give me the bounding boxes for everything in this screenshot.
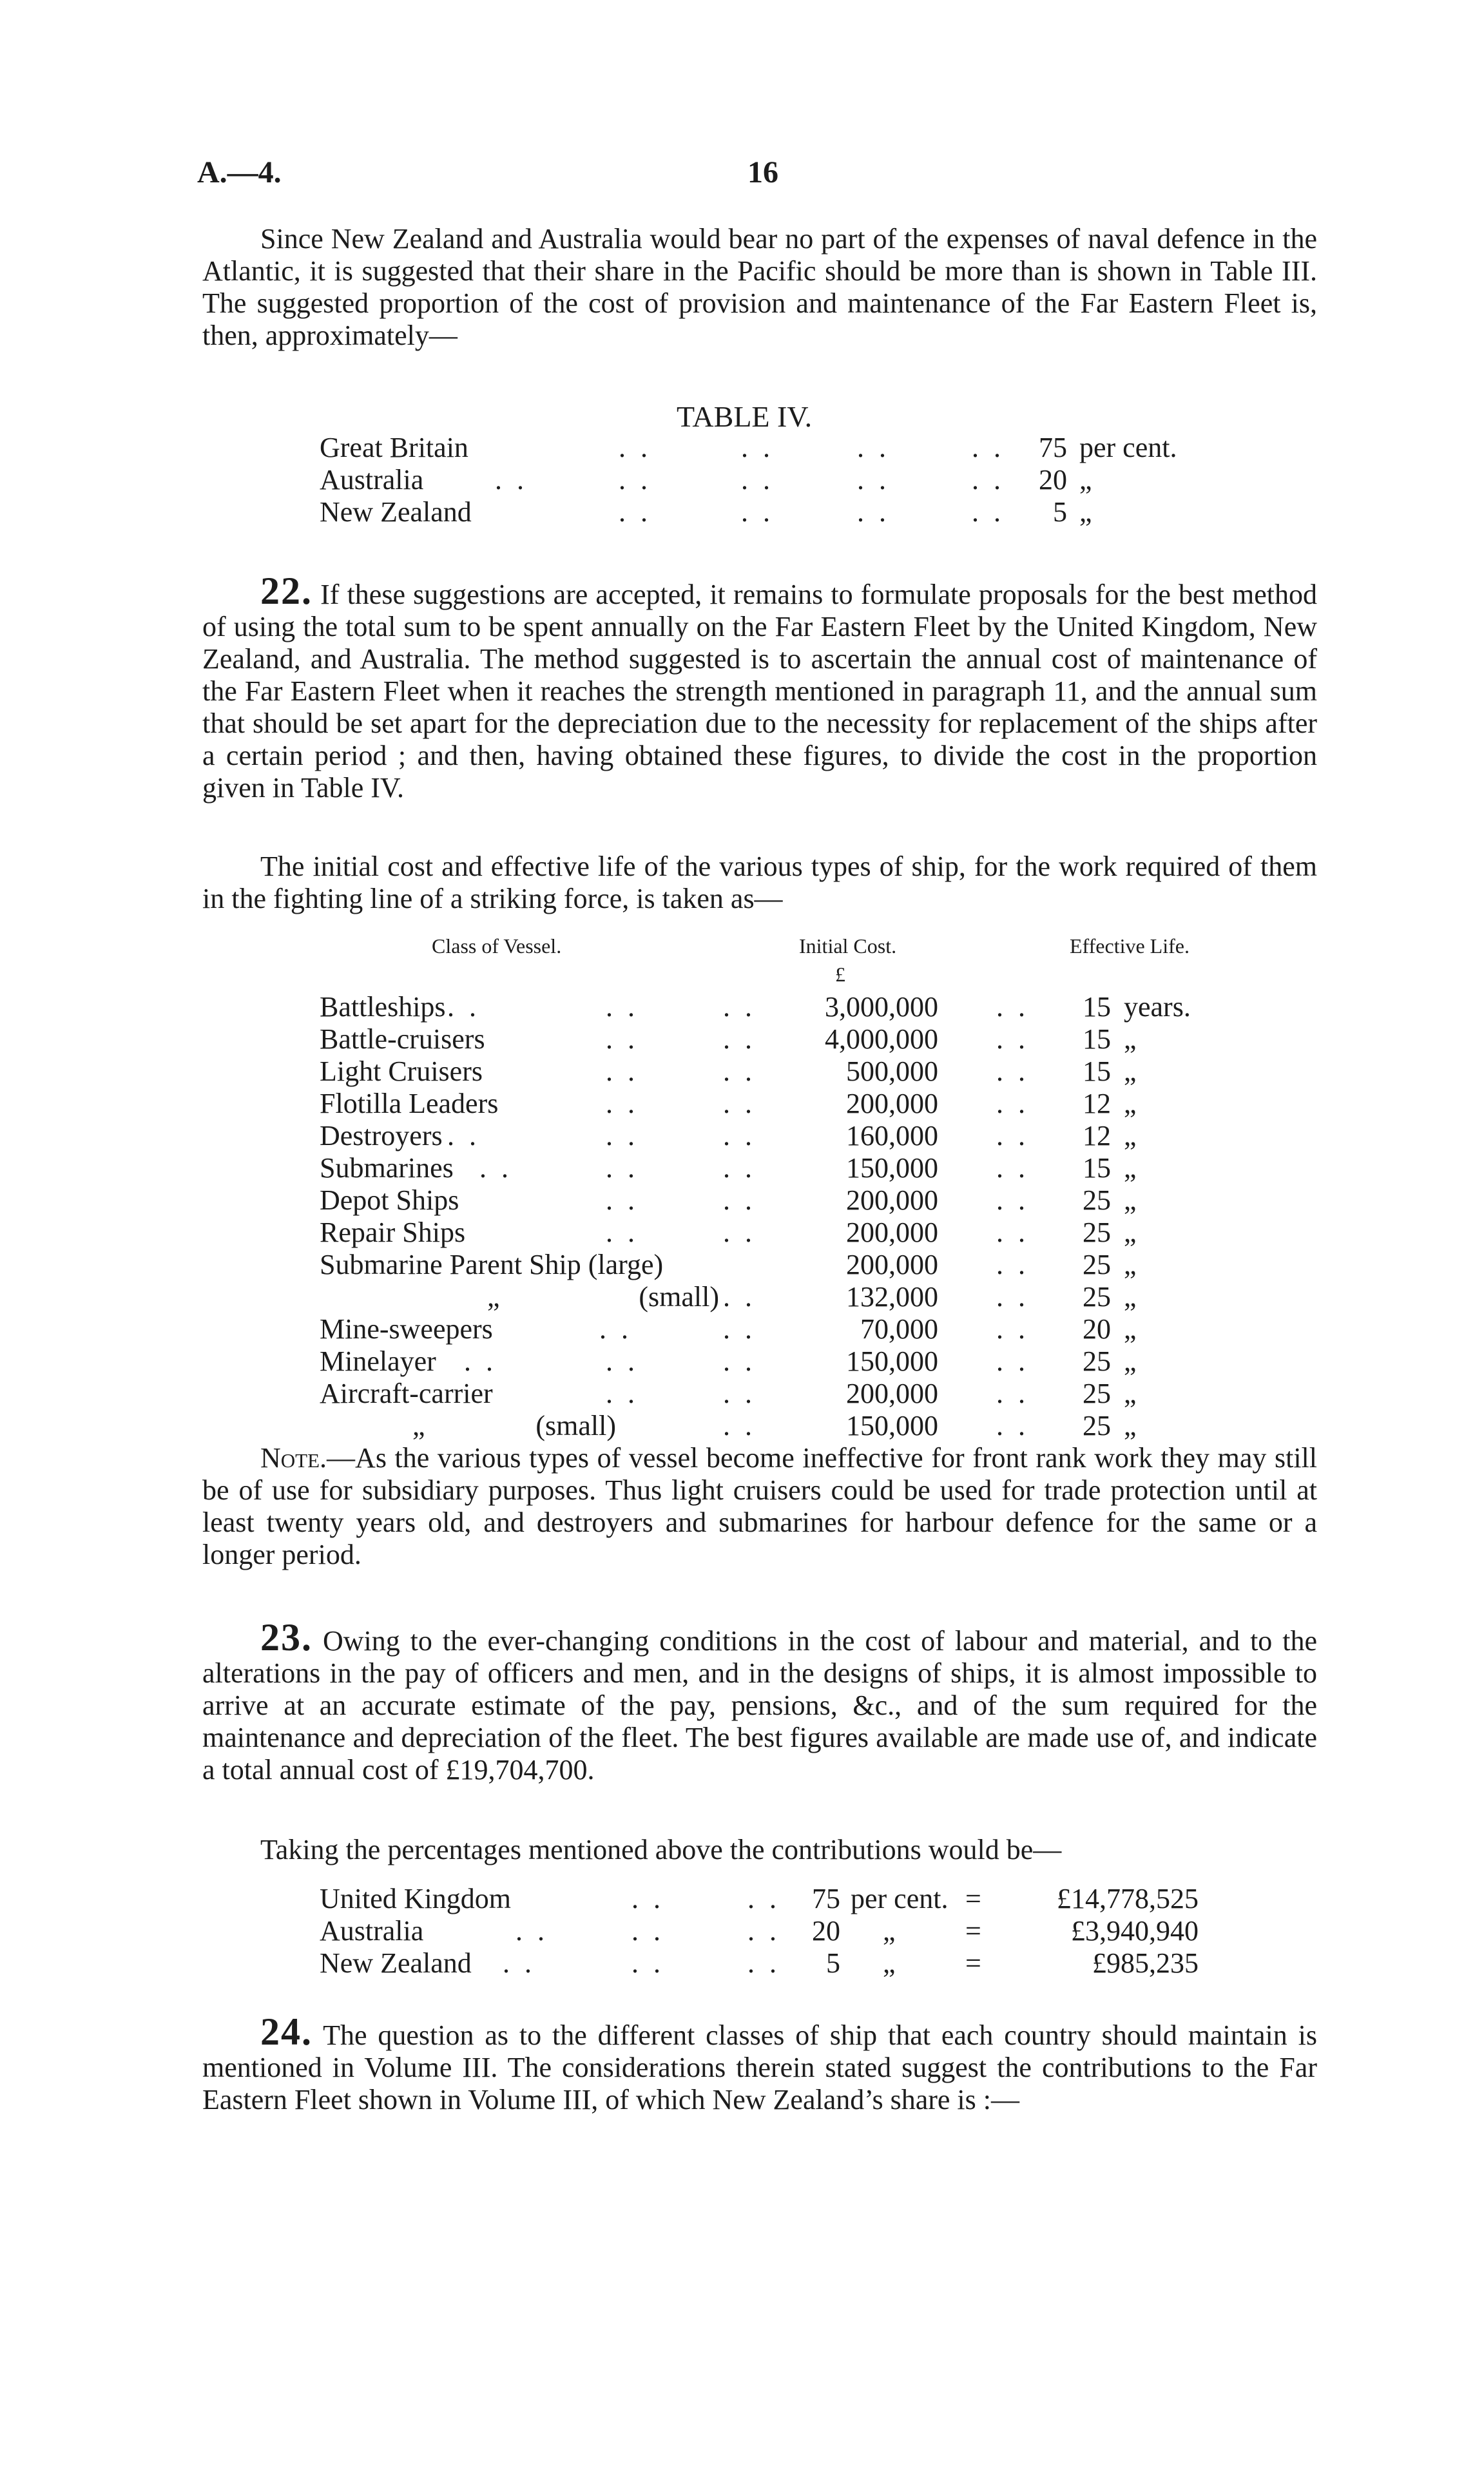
contribution-amount: £3,940,940 — [1071, 1915, 1199, 1947]
table-row — [0, 1281, 1484, 1313]
effective-life: 12 — [1083, 1120, 1111, 1151]
initial-cost: 500,000 — [846, 1055, 938, 1087]
leader-dots: . . — [447, 1120, 480, 1151]
leader-dots: . . — [747, 1947, 780, 1979]
vessel-class: Battleships — [320, 991, 446, 1023]
percentage-value: 75 — [1039, 432, 1067, 463]
vessel-class: Depot Ships — [320, 1184, 459, 1216]
table-row — [0, 1947, 1484, 1980]
leader-dots: . . — [495, 464, 528, 496]
effective-life: 25 — [1083, 1217, 1111, 1248]
effective-life: 15 — [1083, 991, 1111, 1023]
leader-dots: . . — [606, 1023, 639, 1055]
effective-life: 25 — [1083, 1378, 1111, 1409]
initial-cost: 70,000 — [860, 1313, 938, 1345]
leader-dots: . . — [606, 1217, 639, 1248]
life-unit: years. — [1124, 991, 1191, 1023]
life-unit: „ — [1124, 1217, 1137, 1248]
note-label: Note. — [260, 1442, 327, 1474]
leader-dots: . . — [723, 1281, 756, 1313]
table-row — [0, 1023, 1484, 1055]
leader-dots: . . — [741, 464, 774, 496]
leader-dots: . . — [631, 1915, 664, 1947]
contributions-intro: Taking the percentages mentioned above the contributions would be— — [260, 1834, 1062, 1865]
table-row — [0, 1915, 1484, 1947]
vessel-class: Repair Ships — [320, 1217, 466, 1248]
leader-dots: . . — [606, 1345, 639, 1377]
effective-life: 15 — [1083, 1152, 1111, 1184]
effective-life: 15 — [1083, 1055, 1111, 1087]
initial-cost: 150,000 — [846, 1345, 938, 1377]
leader-dots: . . — [996, 991, 1029, 1023]
life-unit: „ — [1124, 1378, 1137, 1409]
currency-symbol: £ — [835, 963, 845, 986]
leader-dots: . . — [972, 496, 1005, 528]
leader-dots: . . — [606, 1378, 639, 1409]
class-of-vessel-header: Class of Vessel. — [432, 934, 562, 958]
leader-dots: . . — [631, 1883, 664, 1914]
leader-dots: . . — [606, 1055, 639, 1087]
table-row — [0, 464, 1484, 496]
percentage-unit: „ — [1079, 464, 1092, 496]
leader-dots: . . — [723, 1313, 756, 1345]
effective-life: 25 — [1083, 1249, 1111, 1280]
percentage-value: 75 — [812, 1883, 840, 1914]
leader-dots: . . — [723, 1378, 756, 1409]
initial-cost: 160,000 — [846, 1120, 938, 1151]
percentage-value: 5 — [1053, 496, 1067, 528]
effective-life: 25 — [1083, 1410, 1111, 1441]
initial-cost: 3,000,000 — [825, 991, 938, 1023]
section-text: The question as to the different classes of ship that each country should maintain is mentioned in Volume III. The considerations therein stated suggest the contributions to the Far Eastern Fleet shown in Volume III, of which New Zealand’s share is :— — [202, 2019, 1317, 2115]
section-number: 24. — [260, 2010, 313, 2053]
effective-life: 25 — [1083, 1281, 1111, 1313]
country-label: Australia — [320, 464, 424, 496]
vessel-class: „ (small) — [412, 1410, 616, 1441]
initial-cost: 200,000 — [846, 1217, 938, 1248]
percentage-value: 20 — [812, 1915, 840, 1947]
vessel-class: Mine-sweepers — [320, 1313, 493, 1345]
vessel-class: Destroyers — [320, 1120, 443, 1151]
contribution-amount: £985,235 — [1092, 1947, 1199, 1979]
section-text: If these suggestions are accepted, it remains to formulate proposals for the best method of using the total sum to be spent annually on the Far Eastern Fleet by the United Kingdom, New Zealand, and Australia. The method suggested is to ascertain the annual cost of maintenance of the Far Eastern Fleet when it reaches the strength mentioned in paragraph 11, and the annual sum that should be set apart for the depreciation due to the necessity for replacement of the ships after a certain period ; and then, having obtained these figures, to divide the cost in the proportion given in Table IV. — [202, 579, 1318, 804]
life-unit: „ — [1124, 1120, 1137, 1151]
vessel-class: „ (small) — [487, 1281, 719, 1313]
life-unit: „ — [1124, 1152, 1137, 1184]
initial-cost: 132,000 — [846, 1281, 938, 1313]
life-unit: „ — [1124, 1249, 1137, 1280]
life-unit: „ — [1124, 1345, 1137, 1377]
intro-paragraph: Since New Zealand and Australia would bear no part of the expenses of naval defence in the Atlantic, it is suggested that their share in the Pacific should be more than is shown in Table III. The suggested proportion of the cost of provision and maintenance of the Far Eastern Fleet is, then, approximately— — [202, 223, 1317, 351]
leader-dots: . . — [857, 496, 890, 528]
document-reference: A.—4. — [197, 155, 282, 189]
percentage-value: 5 — [826, 1947, 840, 1979]
percentage-value: 20 — [1039, 464, 1067, 496]
vessel-class: Submarine Parent Ship (large) — [320, 1249, 664, 1280]
leader-dots: . . — [747, 1883, 780, 1914]
percentage-unit: „ — [883, 1947, 896, 1979]
effective-life: 25 — [1083, 1184, 1111, 1216]
leader-dots: . . — [606, 1088, 639, 1119]
leader-dots: . . — [996, 1410, 1029, 1441]
leader-dots: . . — [723, 991, 756, 1023]
life-unit: „ — [1124, 1088, 1137, 1119]
leader-dots: . . — [747, 1915, 780, 1947]
country-label: New Zealand — [320, 496, 472, 528]
leader-dots: . . — [723, 1184, 756, 1216]
vessel-class: Battle-cruisers — [320, 1023, 485, 1055]
table-row — [0, 432, 1484, 464]
leader-dots: . . — [479, 1152, 512, 1184]
table-row — [0, 1345, 1484, 1378]
table-row — [0, 1217, 1484, 1249]
effective-life: 15 — [1083, 1023, 1111, 1055]
table-iv-title: TABLE IV. — [677, 400, 813, 433]
life-unit: „ — [1124, 1055, 1137, 1087]
note-text: —As the various types of vessel become ineffective for front rank work they may still be of use for subsidiary purposes. Thus light cruisers could be used for trade protection until at least twenty years old, and destroyers and submarines for harbour defence for the same or a longer period. — [202, 1442, 1317, 1570]
contribution-amount: £14,778,525 — [1057, 1883, 1199, 1914]
table-row — [0, 1152, 1484, 1184]
life-unit: „ — [1124, 1184, 1137, 1216]
life-unit: „ — [1124, 1410, 1137, 1441]
leader-dots: . . — [606, 991, 639, 1023]
leader-dots: . . — [503, 1947, 535, 1979]
leader-dots: . . — [606, 1120, 639, 1151]
leader-dots: . . — [996, 1120, 1029, 1151]
leader-dots: . . — [723, 1088, 756, 1119]
leader-dots: . . — [619, 432, 651, 463]
leader-dots: . . — [972, 432, 1005, 463]
leader-dots: . . — [723, 1152, 756, 1184]
table-row — [0, 1249, 1484, 1281]
initial-cost: 200,000 — [846, 1088, 938, 1119]
country-label: United Kingdom — [320, 1883, 511, 1914]
effective-life: 20 — [1083, 1313, 1111, 1345]
life-unit: „ — [1124, 1023, 1137, 1055]
leader-dots: . . — [723, 1055, 756, 1087]
section-number: 22. — [260, 570, 313, 612]
leader-dots: . . — [619, 464, 651, 496]
section-23-paragraph — [202, 1616, 1317, 1786]
leader-dots: . . — [996, 1088, 1029, 1119]
table-row — [0, 991, 1484, 1023]
initial-cost: 200,000 — [846, 1378, 938, 1409]
leader-dots: . . — [741, 496, 774, 528]
section-24-paragraph — [202, 2010, 1317, 2116]
vessel-class: Minelayer — [320, 1345, 436, 1377]
initial-cost-header: Initial Cost. — [799, 934, 897, 958]
leader-dots: . . — [619, 496, 651, 528]
table-row — [0, 1120, 1484, 1152]
equals-sign: = — [965, 1915, 981, 1947]
leader-dots: . . — [996, 1055, 1029, 1087]
equals-sign: = — [965, 1883, 981, 1914]
leader-dots: . . — [972, 464, 1005, 496]
initial-cost: 200,000 — [846, 1184, 938, 1216]
initial-cost: 4,000,000 — [825, 1023, 938, 1055]
table-row — [0, 1184, 1484, 1217]
leader-dots: . . — [996, 1345, 1029, 1377]
percentage-unit: per cent. — [1079, 432, 1177, 463]
initial-cost: 200,000 — [846, 1249, 938, 1280]
effective-life-header: Effective Life. — [1070, 934, 1190, 958]
percentage-unit: „ — [883, 1915, 896, 1947]
equals-sign: = — [965, 1947, 981, 1979]
leader-dots: . . — [996, 1249, 1029, 1280]
effective-life: 25 — [1083, 1345, 1111, 1377]
table-row — [0, 1313, 1484, 1345]
leader-dots: . . — [996, 1152, 1029, 1184]
vessel-class: Aircraft-carrier — [320, 1378, 493, 1409]
note-paragraph — [202, 1442, 1317, 1571]
leader-dots: . . — [723, 1217, 756, 1248]
life-unit: „ — [1124, 1281, 1137, 1313]
initial-cost-paragraph: The initial cost and effective life of the various types of ship, for the work required of them in the fighting line of a striking force, is taken as— — [202, 851, 1317, 914]
leader-dots: . . — [599, 1313, 632, 1345]
leader-dots: . . — [723, 1410, 756, 1441]
leader-dots: . . — [723, 1023, 756, 1055]
leader-dots: . . — [996, 1378, 1029, 1409]
percentage-unit: „ — [1079, 496, 1092, 528]
section-number: 23. — [260, 1616, 313, 1659]
effective-life: 12 — [1083, 1088, 1111, 1119]
percentage-unit: per cent. — [851, 1883, 949, 1914]
country-label: Australia — [320, 1915, 424, 1947]
country-label: Great Britain — [320, 432, 468, 463]
table-row — [0, 1055, 1484, 1088]
table-row — [0, 1410, 1484, 1442]
leader-dots: . . — [606, 1184, 639, 1216]
initial-cost: 150,000 — [846, 1410, 938, 1441]
vessel-class: Submarines — [320, 1152, 454, 1184]
leader-dots: . . — [516, 1915, 548, 1947]
vessel-class: Light Cruisers — [320, 1055, 483, 1087]
leader-dots: . . — [857, 432, 890, 463]
leader-dots: . . — [464, 1345, 497, 1377]
table-row — [0, 1883, 1484, 1915]
vessel-class: Flotilla Leaders — [320, 1088, 499, 1119]
leader-dots: . . — [631, 1947, 664, 1979]
leader-dots: . . — [606, 1152, 639, 1184]
leader-dots: . . — [996, 1023, 1029, 1055]
leader-dots: . . — [857, 464, 890, 496]
table-row — [0, 1378, 1484, 1410]
leader-dots: . . — [996, 1313, 1029, 1345]
leader-dots: . . — [996, 1184, 1029, 1216]
country-label: New Zealand — [320, 1947, 472, 1979]
leader-dots: . . — [447, 991, 480, 1023]
leader-dots: . . — [723, 1345, 756, 1377]
initial-cost: 150,000 — [846, 1152, 938, 1184]
leader-dots: . . — [723, 1120, 756, 1151]
table-row — [0, 496, 1484, 528]
page-number: 16 — [747, 155, 778, 189]
table-row — [0, 1088, 1484, 1120]
section-22-paragraph — [202, 570, 1318, 804]
section-text: Owing to the ever-changing conditions in the cost of labour and material, and to the alterations in the pay of officers and men, and in the designs of ships, it is almost impossible to arrive at an accurate estimate of the pay, pensions, &c., and of the sum required for the maintenance and depreciation of the fleet. The best figures available are made use of, and indicate a total annual cost of £19,704,700. — [202, 1625, 1317, 1786]
leader-dots: . . — [996, 1217, 1029, 1248]
life-unit: „ — [1124, 1313, 1137, 1345]
leader-dots: . . — [741, 432, 774, 463]
leader-dots: . . — [996, 1281, 1029, 1313]
